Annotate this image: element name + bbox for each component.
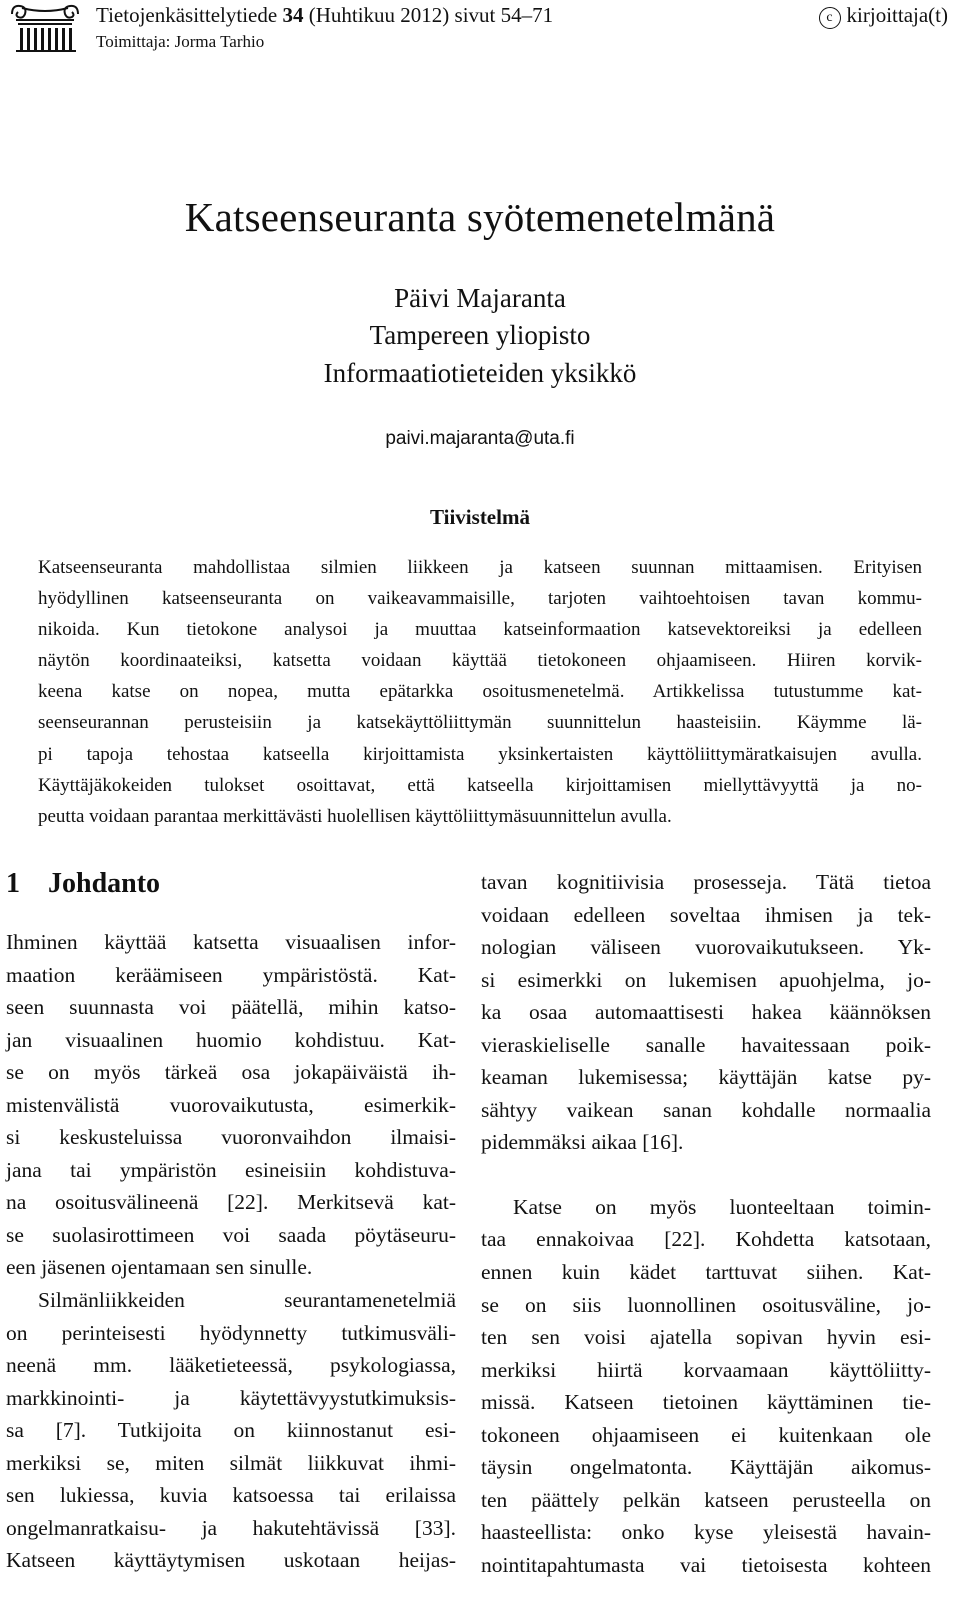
- body-line: ten päättely pelkän katseen perusteella on: [481, 1487, 931, 1512]
- body-line: een jäsenen ojentamaan sen sinulle.: [6, 1255, 313, 1280]
- body-line: tokoneen ohjaamiseen ei kuitenkaan ole: [481, 1422, 931, 1447]
- author-email[interactable]: paivi.majaranta@uta.fi: [385, 428, 575, 449]
- body-line: markkinointi- ja käytettävyystutkimuksis-: [6, 1385, 456, 1410]
- body-line: vieraskieliselle sanalle havaitessaan poik-: [481, 1032, 931, 1057]
- body-line: maation keräämiseen ympäristöstä. Kat-: [6, 962, 456, 987]
- body-line: voidaan edelleen soveltaa ihmisen ja tek-: [481, 902, 931, 927]
- body-line: merkiksi hiirtä korvaamaan käyttöliitty-: [481, 1357, 931, 1382]
- body-line: jan visuaalinen huomio kohdistuu. Kat-: [6, 1027, 456, 1052]
- body-line: sa [7]. Tutkijoita on kiinnostanut esi-: [6, 1418, 456, 1443]
- body-line: neenä mm. lääketieteessä, psykologiassa,: [6, 1353, 456, 1378]
- author-name: Päivi Majaranta: [394, 283, 566, 313]
- body-line: missä. Katseen tietoinen käyttäminen tie-: [481, 1390, 931, 1415]
- abstract-line: näytön koordinaateiksi, katsetta voidaan käyttää tietokoneen ohjaamiseen. Hiiren korvik-: [38, 650, 922, 672]
- abstract-line: peutta voidaan parantaa merkittävästi huolellisen käyttöliittymäsuunnittelun avulla.: [38, 805, 672, 827]
- body-line: se on myös tärkeä osa jokapäiväistä ih-: [6, 1060, 456, 1085]
- right-column: [481, 866, 931, 1581]
- body-line: si esimerkki on lukemisen apuohjelma, jo-: [481, 967, 931, 992]
- body-line: nointitapahtumasta vai tietoisesta kohteen: [481, 1552, 931, 1577]
- body-line: se on siis luonnollinen osoitusväline, jo-: [481, 1292, 931, 1317]
- copyright-icon: c: [819, 7, 841, 29]
- body-line: se suolasirottimeen voi saada pöytäseuru-: [6, 1222, 456, 1247]
- journal-volume: 34: [282, 3, 304, 27]
- body-line: Katse on myös luonteeltaan toimin-: [513, 1194, 931, 1219]
- section-title: Johdanto: [48, 868, 161, 899]
- body-line: Katseen käyttäytymisen uskotaan heijas-: [6, 1548, 456, 1573]
- body-line: sähtyy vaikean sanan kohdalle normaalia: [481, 1097, 931, 1122]
- author-university: Tampereen yliopisto: [369, 320, 591, 350]
- body-line: mistenvälistä vuorovaikutusta, esimerkik-: [6, 1092, 456, 1117]
- editor-line: Toimittaja: Jorma Tarhio: [96, 32, 265, 51]
- body-line: na osoitusvälineenä [22]. Merkitsevä kat-: [6, 1190, 456, 1215]
- abstract-line: seenseurannan perusteisiin ja katsekäyttöliittymän suunnittelun haasteisiin. Käymme lä-: [38, 712, 922, 734]
- body-line: on perinteisesti hyödynnetty tutkimusväli-: [6, 1320, 456, 1345]
- abstract-line: pi tapoja tehostaa katseella kirjoittamista yksinkertaisten käyttöliittymäratkaisujen avulla.: [38, 743, 922, 765]
- abstract-line: Käyttäjäkokeiden tulokset osoittavat, että katseella kirjoittamisen miellyttävyyttä ja no-: [38, 774, 922, 796]
- abstract-line: keena katse on nopea, mutta epätarkka osoitusmenetelmä. Artikkelissa tutustumme kat-: [38, 681, 922, 703]
- body-line: ka osaa automaattisesti hakea käännöksen: [481, 1000, 931, 1025]
- body-line: Ihminen käyttää katsetta visuaalisen infor-: [6, 930, 456, 954]
- section-heading: [6, 866, 456, 926]
- abstract-line: nikoida. Kun tietokone analysoi ja muuttaa katseinformaation katsevektoreiksi ja edelleen: [38, 619, 922, 641]
- body-line: Silmänliikkeiden seurantamenetelmiä: [38, 1288, 456, 1313]
- body-line: seen suunnasta voi päätellä, mihin katso-: [6, 995, 456, 1020]
- abstract-body: [38, 552, 922, 832]
- body-line: si keskusteluissa vuoronvaihdon ilmaisi-: [6, 1125, 456, 1150]
- journal-header: [96, 0, 948, 53]
- body-line: jana tai ympäristön esineisiin kohdistuva-: [6, 1157, 456, 1182]
- body-line: taa ennakoivaa [22]. Kohdetta katsotaan,: [481, 1227, 931, 1252]
- journal-name: Tietojenkäsittelytiede: [96, 3, 278, 27]
- abstract-line: hyödyllinen katseenseuranta on vaikeavammaisille, tarjoten vaihtoehtoisen tavan kommu-: [38, 588, 922, 610]
- abstract-line: Katseenseuranta mahdollistaa silmien liikkeen ja katseen suunnan mittaamisen. Erityisen: [38, 557, 922, 578]
- section-number: 1: [6, 868, 20, 899]
- author-unit: Informaatiotieteiden yksikkö: [323, 358, 637, 388]
- left-column: [6, 866, 456, 1577]
- body-line: tavan kognitiivisia prosesseja. Tätä tietoa: [481, 870, 931, 894]
- copyright-notice: [819, 0, 948, 30]
- body-line: ten sen voisi ajatella sopivan hyvin esi-: [481, 1325, 931, 1350]
- body-line: keaman lukemisessa; käyttäjän katse py-: [481, 1065, 931, 1090]
- journal-logo-icon: [6, 2, 84, 54]
- body-line: sen lukiessa, kuvia katsoessa tai erilaissa: [6, 1483, 456, 1508]
- body-line: haasteellista: onko kyse yleisestä havain-: [481, 1520, 931, 1545]
- body-line: ennen kuin kädet tarttuvat siihen. Kat-: [481, 1260, 931, 1285]
- body-line: merkiksi se, miten silmät liikkuvat ihmi-: [6, 1450, 456, 1475]
- paper-title: Katseenseuranta syötemenetelmänä: [184, 194, 776, 240]
- journal-issue: (Huhtikuu 2012) sivut 54–71: [308, 3, 554, 27]
- body-line: täysin ongelmatonta. Käyttäjän aikomus-: [481, 1455, 931, 1480]
- copyright-text: kirjoittaja(t): [846, 3, 948, 27]
- body-line: pidemmäksi aikaa [16].: [481, 1130, 684, 1155]
- abstract-heading: Tiivistelmä: [430, 505, 530, 529]
- body-line: ongelmanratkaisu- ja hakutehtävissä [33].: [6, 1515, 456, 1540]
- body-line: nologian väliseen vuorovaikutukseen. Yk-: [481, 935, 931, 960]
